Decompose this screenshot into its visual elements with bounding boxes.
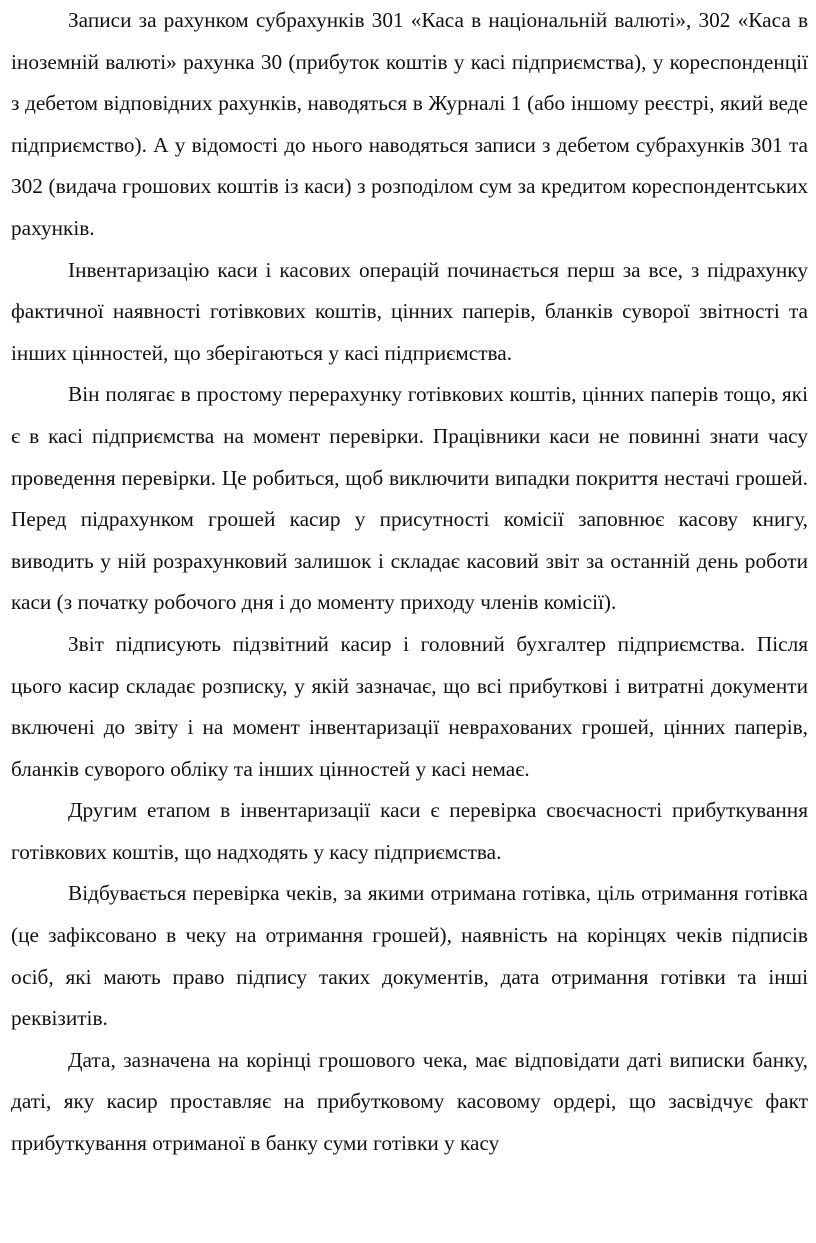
paragraph-check-verification: Відбувається перевірка чеків, за якими отримана готівка, ціль отримання готівка (це зафіксовано в чеку на отримання грошей), наявність на корінцях чеків підписів осіб, які мають право підпису таких документів, дата отримання готівки та інші реквізитів. [11, 881, 808, 1031]
paragraph-inventory-start: Інвентаризацію каси і касових операцій починається перш за все, з підрахунку фактичної наявності готівкових коштів, цінних паперів, бланків суворої звітності та інших цінностей, що зберігаються у касі підприємства. [11, 257, 808, 365]
paragraph-cash-accounts: Записи за рахунком субрахунків 301 «Каса в національній валюті», 302 «Каса в іноземній валюті» рахунка 30 (прибуток коштів у касі підприємства), у кореспонденції з дебетом відповідних рахунків, наводяться в Журналі 1 (або іншому реєстрі, який веде підприємство). А у відомості до нього наводяться записи з дебетом субрахунків 301 та 302 (видача грошових коштів із каси) з розподілом сум за кредитом кореспондентських рахунків. [11, 8, 808, 240]
paragraph-recount: Він полягає в простому перерахунку готівкових коштів, цінних паперів тощо, які є в касі підприємства на момент перевірки. Працівники каси не повинні знати часу проведення перевірки. Це робиться, щоб виключити випадки покриття нестачі грошей. Перед підрахунком грошей касир у присутності комісії заповнює касову книгу, виводить у ній розрахунковий залишок і складає касовий звіт за останній день роботи каси (з початку робочого дня і до моменту приходу членів комісії). [11, 382, 808, 615]
paragraph-report-signing: Звіт підписують підзвітний касир і головний бухгалтер підприємства. Після цього касир складає розписку, у якій зазначає, що всі прибуткові і витратні документи включені до звіту і на момент інвентаризації неврахованих грошей, цінних паперів, бланків суворого обліку та інших цінностей у касі немає. [11, 631, 808, 781]
paragraph-check-date: Дата, зазначена на корінці грошового чека, має відповідати даті виписки банку, даті, яку касир проставляє на прибутковому касовому ордері, що засвідчує факт прибуткування отриманої в банку суми готівки у касу [11, 1047, 808, 1156]
paragraph-second-stage: Другим етапом в інвентаризації каси є перевірка своєчасності прибуткування готівкових коштів, що надходять у касу підприємства. [11, 798, 808, 864]
document-page [11, 0, 808, 1165]
